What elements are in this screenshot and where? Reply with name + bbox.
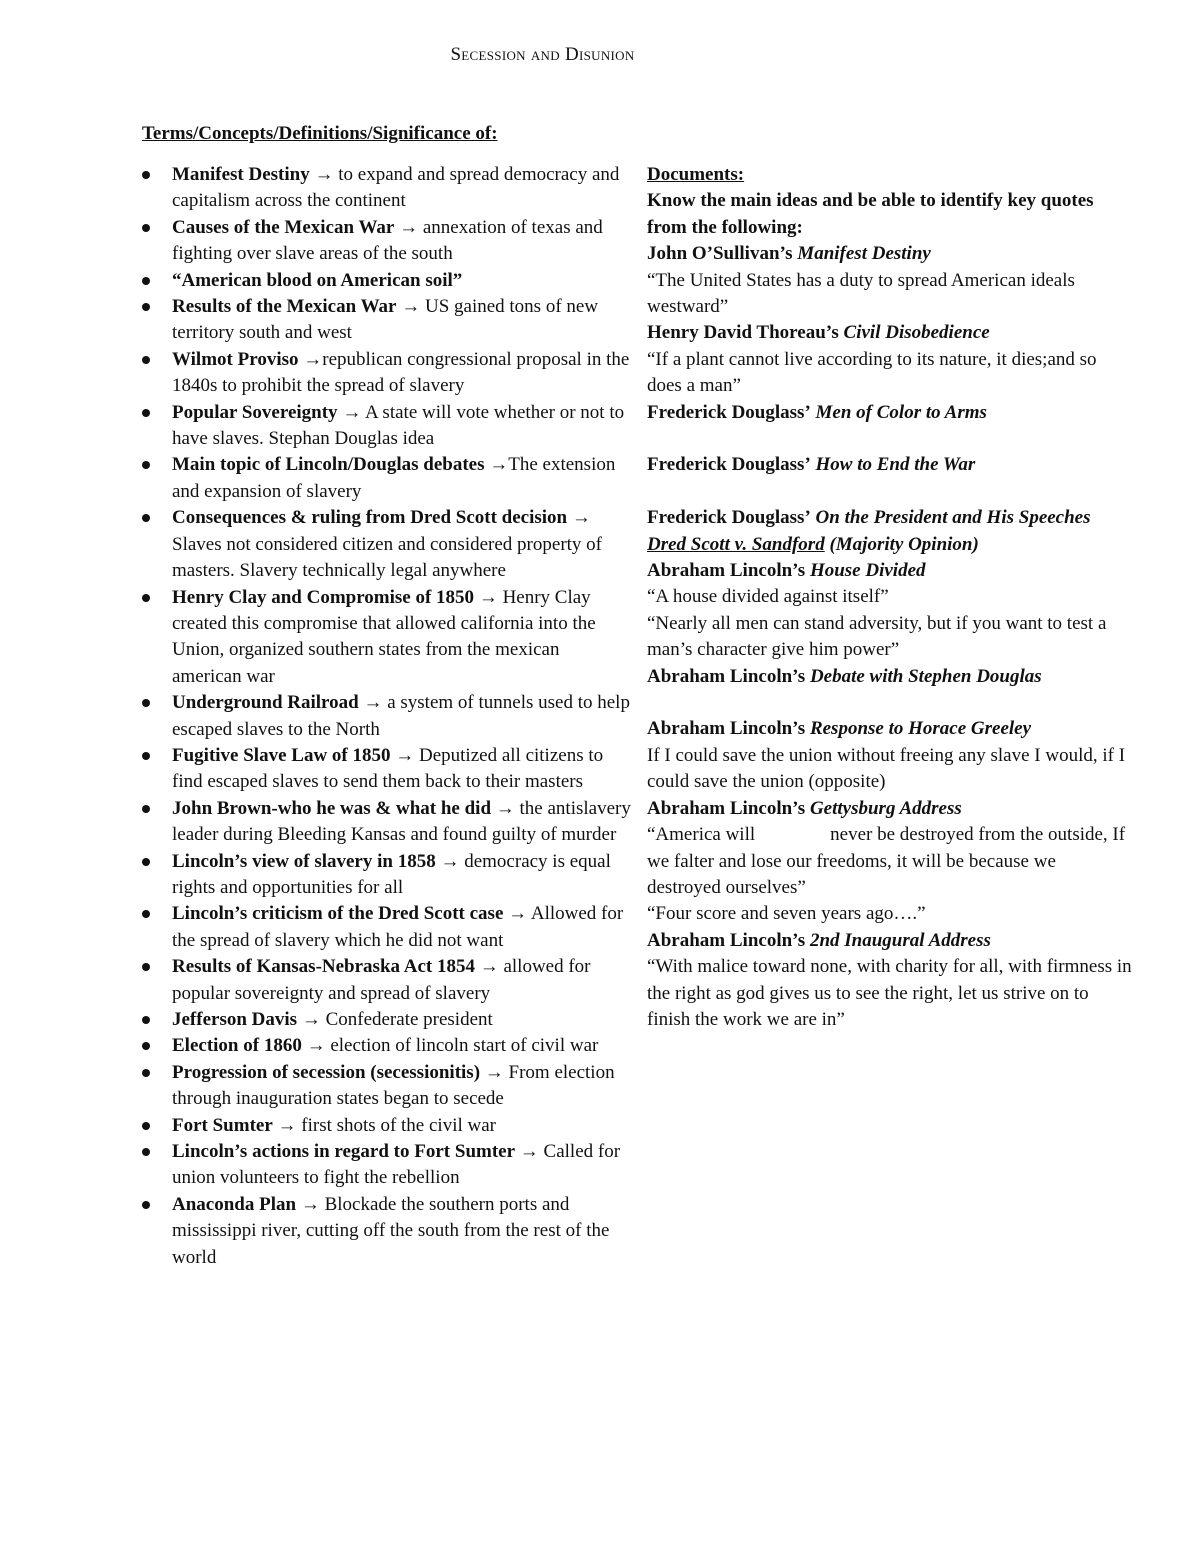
term-name: Consequences & ruling from Dred Scott decision [172,507,568,529]
term-item [142,849,632,902]
term-name: Underground Railroad [172,692,359,714]
term-definition: → annexation of texas and fighting over slave areas of the south [172,216,603,265]
terms-heading: Terms/Concepts/Definitions/Significance of: [142,123,498,144]
term-definition: → allowed for popular sovereignty and spread of slavery [172,956,591,1004]
term-name: Progression of secession (secessionitis) [172,1061,481,1083]
term-item [142,585,632,691]
term-name: Anaconda Plan [172,1193,297,1215]
doc-douglass-men-of-color: Frederick Douglass’ Men of Color to Arms [647,401,987,423]
term-definition: →republican congressional proposal in the 1840s to prohibit the spread of slavery [172,348,630,397]
term-name: Manifest Destiny [172,164,310,185]
documents-instructions: Know the main ideas and be able to identify key quotes from the following: [647,190,1094,238]
documents-column [647,162,1132,1033]
term-item [142,901,632,954]
doc-thoreau-quote: “If a plant cannot live according to its nature, it dies;and so does a man” [647,348,1097,397]
term-item [142,1139,632,1192]
term-definition: →The extension and expansion of slavery [172,454,616,502]
doc-gettysburg-quote-1: “America will never be destroyed from the outside, If we falter and lose our freedoms, it will be because we destroyed ourselves” [647,824,1126,898]
term-item [142,505,632,584]
doc-osullivan: John O’Sullivan’s Manifest Destiny [647,243,931,265]
term-item [142,268,632,294]
doc-house-divided: Abraham Lincoln’s House Divided [647,560,926,582]
term-name: Popular Sovereignty [172,401,338,423]
term-name: Fort Sumter [172,1114,273,1136]
term-definition: → Blockade the southern ports and mississippi river, cutting off the south from the rest of the world [172,1193,610,1268]
term-definition: → Allowed for the spread of slavery which he did not want [172,903,624,951]
doc-house-quote-1: “A house divided against itself” [647,586,889,608]
term-item [142,1192,632,1271]
documents-heading: Documents: [647,164,745,185]
doc-thoreau: Henry David Thoreau’s Civil Disobedience [647,322,990,344]
doc-house-quote-2: “Nearly all men can stand adversity, but if you want to test a man’s character give him power” [647,612,1107,661]
term-definition: → Called for union volunteers to fight the rebellion [172,1141,621,1189]
term-item [142,162,632,215]
term-definition: → US gained tons of new territory south and west [172,296,599,344]
doc-greeley-quote: If I could save the union without freeing any slave I would, if I could save the union (opposite) [647,744,1126,793]
term-name: Main topic of Lincoln/Douglas debates [172,454,485,476]
doc-debate-douglas: Abraham Lincoln’s Debate with Stephen Douglas [647,665,1042,687]
doc-douglass-president: Frederick Douglass’ On the President and His Speeches [647,507,1091,529]
term-name: Election of 1860 [172,1035,302,1057]
term-definition: → A state will vote whether or not to have slaves. Stephan Douglas idea [172,401,625,450]
term-item [142,690,632,743]
term-item [142,1007,632,1033]
term-item [142,294,632,347]
term-name: Lincoln’s criticism of the Dred Scott case [172,903,504,925]
term-name: Jefferson Davis [172,1009,298,1030]
term-definition: → democracy is equal rights and opportunities for all [172,850,611,898]
term-name: Results of Kansas-Nebraska Act 1854 [172,956,475,978]
term-item [142,400,632,453]
term-name: Lincoln’s actions in regard to Fort Sumter [172,1141,516,1163]
doc-gettysburg-quote-2: “Four score and seven years ago….” [647,903,926,925]
term-name: Lincoln’s view of slavery in 1858 [172,850,436,872]
term-item [142,1060,632,1113]
term-item [142,1033,632,1059]
term-definition: → election of lincoln start of civil war [306,1035,599,1057]
term-item [142,452,632,505]
term-definition: → Slaves not considered citizen and considered property of masters. Slavery technically legal anywhere [172,507,602,582]
term-name: Fugitive Slave Law of 1850 [172,744,391,766]
term-definition: → Henry Clay created this compromise that allowed california into the Union, organized southern states from the mexican american war [172,586,596,687]
doc-gettysburg: Abraham Lincoln’s Gettysburg Address [647,797,962,819]
term-name: Henry Clay and Compromise of 1850 [172,586,475,608]
term-item [142,954,632,1007]
doc-inaugural-quote: “With malice toward none, with charity for all, with firmness in the right as god gives us to see the right, let us strive on to finish the work we are in” [647,956,1132,1030]
term-definition: → first shots of the civil war [277,1114,496,1136]
term-item [142,1113,632,1139]
doc-dred-scott: Dred Scott v. Sandford (Majority Opinion) [647,533,979,555]
doc-inaugural: Abraham Lincoln’s 2nd Inaugural Address [647,929,991,951]
term-name: “American blood on American soil” [172,269,463,291]
term-item [142,347,632,400]
term-definition: → Deputized all citizens to find escaped slaves to send them back to their masters [172,744,604,793]
doc-osullivan-quote: “The United States has a duty to spread American ideals westward” [647,269,1075,318]
terms-list [142,162,632,1271]
term-name: Causes of the Mexican War [172,216,395,238]
term-name: Wilmot Proviso [172,348,299,370]
term-name: Results of the Mexican War [172,296,397,318]
page-title: Secession and Disunion [450,44,635,65]
term-definition: → the antislavery leader during Bleeding Kansas and found guilty of murder [172,797,631,846]
term-item [142,215,632,268]
term-item [142,796,632,849]
term-definition: → to expand and spread democracy and capitalism across the continent [172,164,620,212]
term-definition: → From election through inauguration states began to secede [172,1061,615,1110]
term-definition: → Confederate president [301,1009,493,1030]
doc-greeley: Abraham Lincoln’s Response to Horace Greeley [647,718,1032,740]
term-name: John Brown-who he was & what he did [172,797,492,819]
term-item [142,743,632,796]
doc-douglass-end-war: Frederick Douglass’ How to End the War [647,454,976,476]
term-definition: → a system of tunnels used to help escaped slaves to the North [172,692,630,740]
